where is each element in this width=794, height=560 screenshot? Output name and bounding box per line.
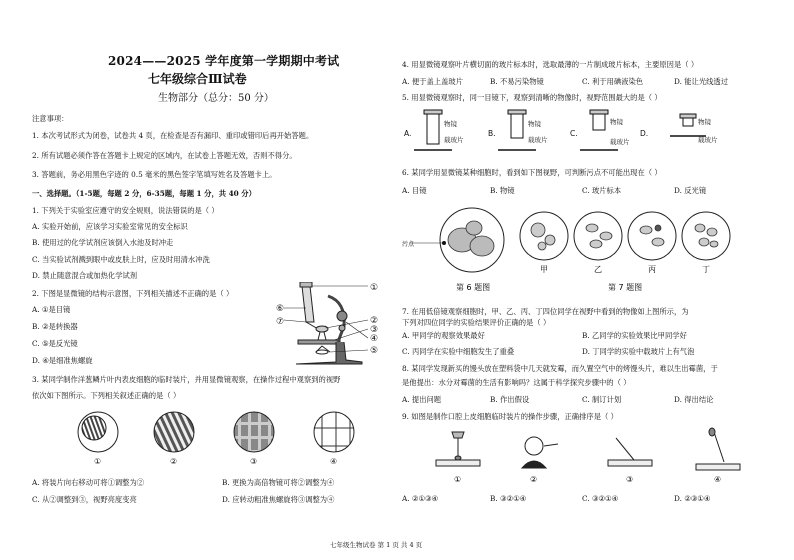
q4-option-d: D. 能让光线透过 [674,77,729,86]
q2-option-a: A. ①是目镜 [32,305,71,314]
note-1: 1. 本次考试形式为闭卷，试卷共 4 页，在检查是否有漏印、重印或错印后再开始答题。 [32,131,314,140]
q9-option-d: D. ②③①④ [674,494,711,503]
part1-heading: 一、选择题。（1-5题，每题 2 分，6-35题，每题 1 分，共 40 分） [32,189,256,198]
name-yi: 乙 [594,265,602,274]
q9-fig-label-1: ① [454,475,462,484]
q2-option-b: B. ②是转换器 [32,322,78,331]
q8-option-b: B. 作出假设 [490,395,530,404]
q6-option-a: A. 目镜 [402,186,427,195]
q1-option-a: A. 实验开始前，应该学习实验室常见的安全标识 [32,222,188,231]
q5-option-b: B. [488,129,496,138]
q8-option-a: A. 提出问题 [402,395,442,404]
q8-option-d: D. 得出结论 [674,395,714,404]
q3-fig-label-2: ② [170,457,178,466]
q8-option-c: C. 制订计划 [582,395,622,404]
q5-option-d: D. [640,129,649,138]
q3-stem-2: 依次如下图所示。下列相关叙述正确的是（ ） [32,391,181,400]
q3-option-c: C. 从②调整到③，视野亮度变亮 [32,495,137,504]
q3-fig-label-4: ④ [330,457,338,466]
q7-option-d: D. 丁同学的实验中载玻片上有气泡 [582,347,695,356]
q5c-obj-label: 物镜 [610,118,623,126]
q2-stem: 2. 下图是显微镜的结构示意图，下列相关描述不正确的是（ ） [32,289,234,298]
q6-option-d: D. 反光镜 [674,186,707,195]
q6-q7-figures [402,200,774,300]
q9-option-c: C. ③②①④ [582,494,619,503]
note-2: 2. 所有试题必须作答在答题卡上规定的区域内，在试卷上答题无效，否则不得分。 [32,151,297,160]
q3-views-figure [70,410,370,468]
q1-option-d: D. 禁止随意混合或加热化学试剂 [32,271,138,280]
q4-option-a: A. 便于盖上盖玻片 [402,77,463,86]
q7-stem-1: 7. 在用低倍镜观察细胞时，甲、乙、丙、丁四位同学在视野中看到的物像如上图所示，为 [402,307,689,316]
q9-option-a: A. ②①③④ [402,494,439,503]
micro-label-5: ⑤ [370,346,379,356]
q8-stem-1: 8. 某同学发现新买的馒头放在塑料袋中几天就发霉，而久置空气中的烤馒头片，难以生出霉菌，于 [402,364,718,373]
q9-option-b: B. ③②①④ [490,494,527,503]
q5-option-a: A. [404,129,412,138]
exam-title: 2024——2025 学年度第一学期期中考试 [108,54,340,68]
q5-objectives-figure [402,106,772,156]
section-title: 生物部分（总分：50 分） [158,93,274,104]
q3-option-a: A. 将装片向右移动可将①调整为② [32,478,145,487]
notes-heading: 注意事项： [32,114,69,123]
q3-option-b: B. 更换为高倍物镜可将②调整为④ [222,478,335,487]
note-3: 3. 答题前，务必用黑色字迹的 0.5 毫米的黑色签字笔填写姓名及答题卡上。 [32,170,277,179]
q1-stem: 1. 下列关于实验室应遵守的安全规则，说法错误的是（ ） [32,206,219,215]
q1-option-b: B. 使用过的化学试剂应该倒入水池及时冲走 [32,238,174,247]
microscope-figure [276,282,386,370]
q9-stem: 9. 如图是制作口腔上皮细胞临时装片的操作步骤，正确排序是（ ） [402,412,618,421]
q5-stem: 5. 用显微镜观察时，同一目镜下，观察到清晰的物像时，视野范围最大的是（ ） [402,93,662,102]
q5c-slide-label: 载玻片 [610,138,630,146]
q4-stem: 4. 用显微镜观察叶片横切面的玻片标本时，选取最薄的一片制成玻片标本，主要原因是（ ） [402,60,699,69]
q9-fig-label-4: ④ [714,475,722,484]
q7-option-b: B. 乙同学的实验效果比甲同学好 [582,331,687,340]
q5d-obj-label: 物镜 [698,118,711,126]
q9-steps-figure [422,426,762,486]
micro-label-4: ④ [370,334,379,344]
q8-stem-2: 是他提出：水分对霉菌的生活有影响吗？这属于科学探究步骤中的（ ） [402,378,631,387]
q5b-slide-label: 载玻片 [528,136,548,144]
q7-option-a: A. 甲同学的观察效果最好 [402,331,485,340]
q3-fig-label-1: ① [94,457,102,466]
q3-option-d: D. 应转动粗准焦螺旋将③调整为④ [222,495,335,504]
q2-option-d: D. ④是细准焦螺旋 [32,356,93,365]
fig7-caption: 第 7 题图 [608,283,643,292]
q1-option-c: C. 当实验试剂溅到眼中或皮肤上时，应及时用清水冲洗 [32,255,210,264]
q2-option-c: C. ⑤是反光镜 [32,339,78,348]
page-footer: 七年级生物试卷 第 1 页 共 4 页 [330,541,423,549]
name-bing: 丙 [648,265,656,274]
micro-label-7: ⑦ [276,317,285,327]
dirt-label: 污点 [402,241,415,248]
q6-stem: 6. 某同学用显微镜某种细胞时，看到如下图视野，可判断污点不可能出现在（ ） [402,168,662,177]
q5a-obj-label: 物镜 [444,120,457,128]
micro-label-6: ⑥ [276,304,285,314]
micro-label-1: ① [370,283,379,293]
q5a-slide-label: 载玻片 [444,136,464,144]
q9-fig-label-3: ③ [626,475,634,484]
q6-option-b: B. 物镜 [490,186,515,195]
q3-stem-1: 3. 某同学制作洋葱鳞片叶内表皮细胞的临时装片，并用显微镜观察，在操作过程中观察到的视野 [32,375,341,384]
q9-fig-label-2: ② [530,475,538,484]
name-ding: 丁 [702,265,710,274]
q6-option-c: C. 玻片标本 [582,186,622,195]
micro-label-3: ③ [370,325,379,335]
q5-option-c: C. [570,129,578,138]
q5b-obj-label: 物镜 [528,120,541,128]
name-jia: 甲 [540,265,548,274]
micro-label-2: ② [370,316,379,326]
exam-subtitle: 七年级综合Ⅲ试卷 [148,72,247,86]
q4-option-c: C. 利于用碘液染色 [582,77,644,86]
q7-option-c: C. 丙同学在实验中细胞发生了重叠 [402,347,515,356]
q5d-slide-label: 载玻片 [698,136,718,144]
q4-option-b: B. 不易污染物镜 [490,77,544,86]
q7-stem-2: 下列对四位同学的实验结果评价正确的是（ ） [402,318,551,327]
q3-fig-label-3: ③ [250,457,258,466]
fig6-caption: 第 6 题图 [456,283,491,292]
